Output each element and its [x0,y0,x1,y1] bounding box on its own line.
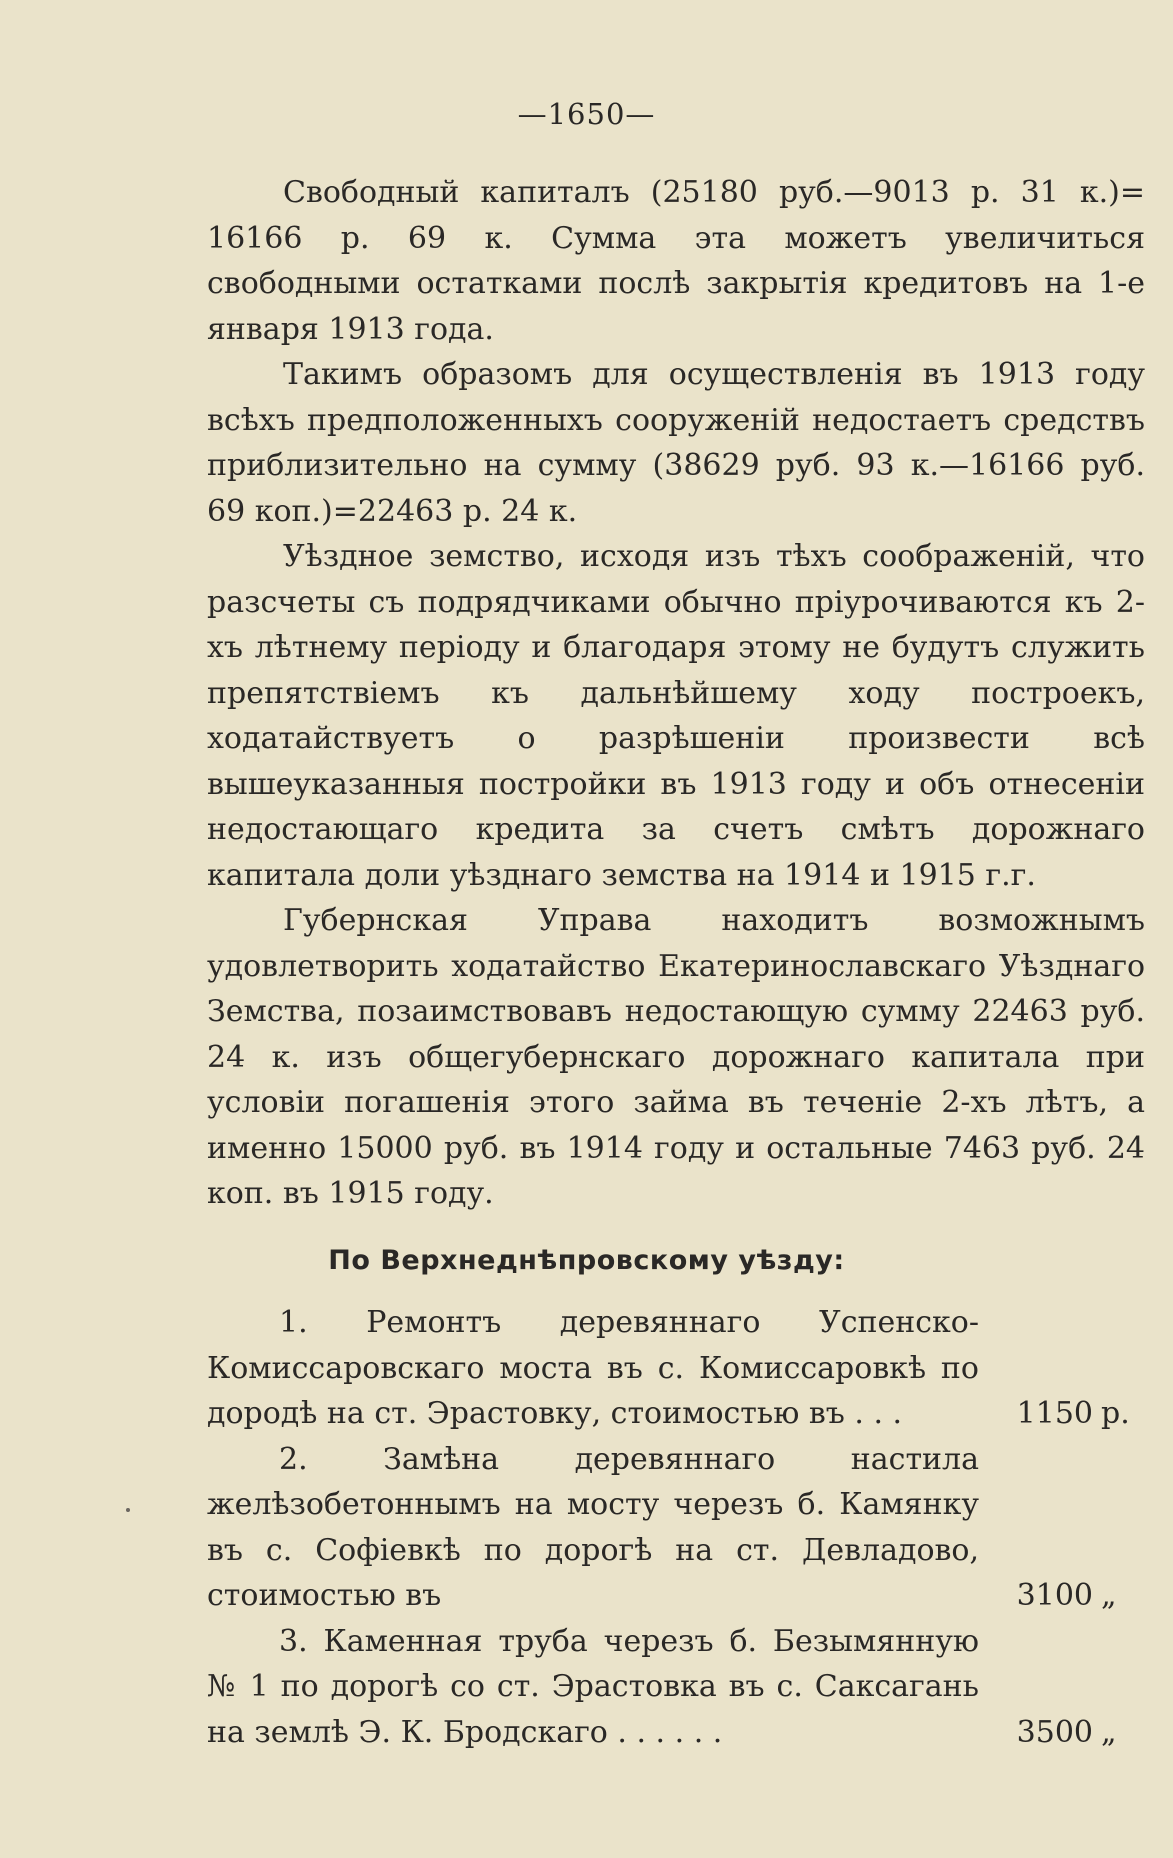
item-amount: 3100 [1016,1578,1093,1613]
item-description: 2. Замѣна деревяннаго настила желѣзобетоннымъ на мосту черезъ б. Камянку въ с. Софіевкѣ по дорогѣ на ст. Девладово, стоимостью въ [207,1441,979,1613]
page-number: —1650— [517,97,656,131]
paper-speck [126,1508,130,1512]
paragraph-provincial-board: Губернская Управа находитъ возможнымъ удовлетворить ходатайство Екатеринославскаго Уѣзднаго Земства, позаимствовавъ недостающую сумму 22463 руб. 24 к. изъ общегубернскаго дорожнаго капитала при условіи погашенія этого займа въ теченіе 2-хъ лѣтъ, а именно 15000 руб. въ 1914 году и остальные 7463 руб. 24 коп. въ 1915 году. [207,903,1145,1211]
item-cost [995,1573,1145,1619]
item-amount: 3500 [1016,1714,1093,1750]
list-item [207,1300,1145,1437]
item-description: 1. Ремонтъ деревяннаго Успенско-Комиссаровскаго моста въ с. Комиссаровкѣ по дородѣ на ст. Эрастовку, стоимостью въ . . . [207,1305,979,1431]
item-unit: „ [1101,1578,1117,1613]
item-cost [995,1391,1145,1437]
paragraph-free-capital: Свободный капиталъ (25180 руб.—9013 р. 31 к.)= 16166 р. 69 к. Сумма эта можетъ увеличиться свободными остатками послѣ закрытія кредитовъ на 1-е января 1913 года. [207,175,1145,347]
list-item [207,1437,1145,1619]
item-description: 3. Каменная труба черезъ б. Безымянную № 1 по дорогѣ со ст. Эрастовка въ с. Саксагань на землѣ Э. К. Бродскаго . . . . . . [207,1623,979,1750]
item-amount: 1150 [1016,1396,1093,1431]
main-text [207,170,1145,1217]
section-heading: По Верхнеднѣпровскому уѣзду: [328,1245,845,1276]
items-list [207,1300,1145,1755]
paragraph-shortfall: Такимъ образомъ для осуществленія въ 1913 году всѣхъ предположенныхъ сооруженій недостаетъ средствъ приблизительно на сумму (38629 руб. 93 к.—16166 руб. 69 коп.)=22463 р. 24 к. [207,357,1145,529]
item-unit: „ [1101,1714,1117,1750]
list-item [207,1619,1145,1756]
paragraph-district-zemstvo: Уѣздное земство, исходя изъ тѣхъ соображеній, что разсчеты съ подрядчиками обычно пріурочиваются къ 2-хъ лѣтнему періоду и благодаря этому не будутъ служить препятствіемъ къ дальнѣйшему ходу построекъ, ходатайствуетъ о разрѣшеніи произвести всѣ вышеуказанныя постройки въ 1913 году и объ отнесеніи недостающаго кредита за счетъ смѣтъ дорожнаго капитала доли уѣзднаго земства на 1914 и 1915 г.г. [207,539,1145,893]
item-cost [995,1710,1145,1756]
item-unit: р. [1101,1396,1130,1431]
